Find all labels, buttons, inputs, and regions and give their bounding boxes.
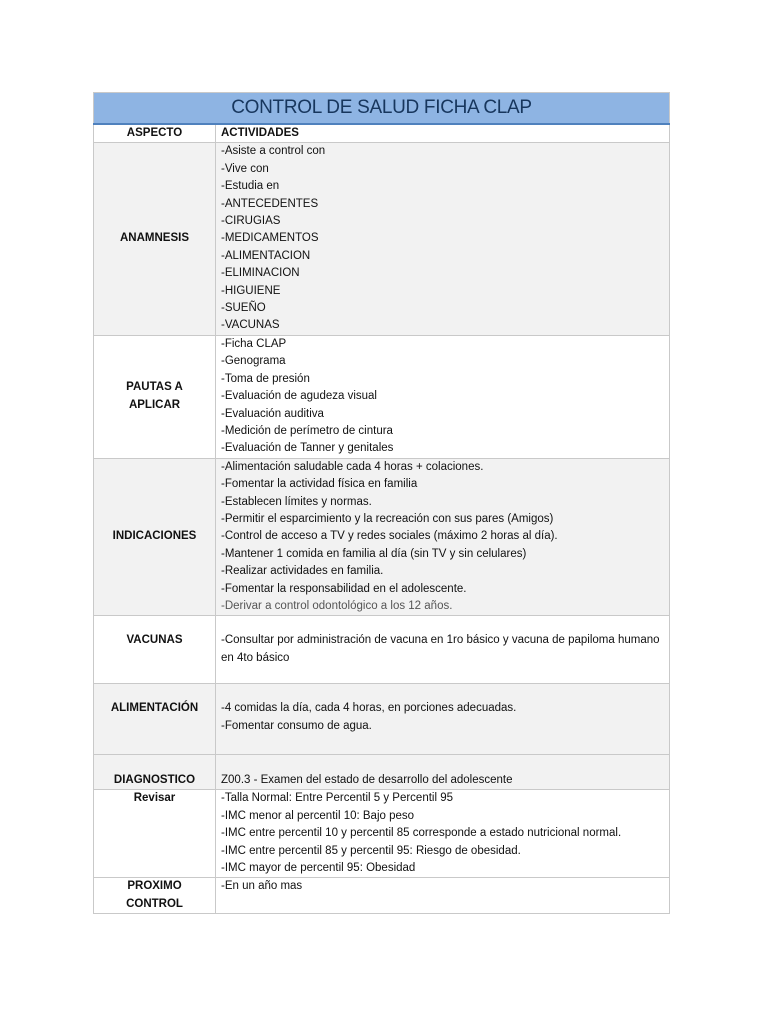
list-item: -Asiste a control con: [221, 145, 326, 158]
list-item: -Fomentar la actividad física en familia: [221, 478, 418, 491]
list-item: -ELIMINACION: [221, 267, 300, 280]
list-item: -Alimentación saludable cada 4 horas + colaciones.: [221, 460, 484, 473]
row-proximo-control: [94, 878, 670, 914]
aspect-diagnostico: DIAGNOSTICO: [94, 755, 216, 790]
header-aspect: ASPECTO: [94, 124, 216, 143]
activities-pautas: [216, 335, 670, 458]
list-item: -VACUNAS: [221, 319, 280, 332]
list-item: -Genograma: [221, 355, 286, 368]
list-item: -Fomentar la responsabilidad en el adolescente.: [221, 582, 467, 595]
row-revisar: [94, 790, 670, 878]
list-item: -4 comidas la día, cada 4 horas, en porciones adecuadas.: [221, 702, 517, 715]
aspect-pautas-line2: APLICAR: [128, 398, 181, 411]
list-item: -Mantener 1 comida en familia al día (sin TV y sin celulares): [221, 547, 527, 560]
row-anamnesis: [94, 143, 670, 335]
row-diagnostico: [94, 755, 670, 790]
activities-proximo-control: -En un año mas: [216, 878, 670, 914]
list-item: -Evaluación de Tanner y genitales: [221, 442, 394, 455]
list-item: -SUEÑO: [221, 302, 266, 315]
document-title: CONTROL DE SALUD FICHA CLAP: [94, 93, 670, 125]
list-item: -Derivar a control odontológico a los 12 años.: [221, 599, 453, 612]
vacunas-text: -Consultar por administración de vacuna en 1ro básico y vacuna de papiloma humano en 4to básico: [221, 634, 660, 664]
list-item: -Evaluación auditiva: [221, 407, 324, 420]
aspect-pautas-line1: PAUTAS A: [126, 381, 183, 394]
list-item: -Establecen límites y normas.: [221, 495, 372, 508]
activities-diagnostico: Z00.3 - Examen del estado de desarrollo del adolescente: [216, 755, 670, 790]
list-item: -IMC mayor de percentil 95: Obesidad: [221, 862, 416, 875]
list-item: -ANTECEDENTES: [221, 197, 319, 210]
list-item: -Vive con: [221, 162, 269, 175]
list-item: -Talla Normal: Entre Percentil 5 y Percentil 95: [221, 792, 454, 805]
aspect-proximo-control: [94, 878, 216, 914]
list-item: -IMC menor al percentil 10: Bajo peso: [221, 809, 415, 822]
list-item: -IMC entre percentil 85 y percentil 95: Riesgo de obesidad.: [221, 844, 521, 857]
list-item: -MEDICAMENTOS: [221, 232, 319, 245]
list-item: -Toma de presión: [221, 372, 310, 385]
header-activities: ACTIVIDADES: [216, 124, 670, 143]
activities-revisar: [216, 790, 670, 878]
aspect-pautas: [94, 335, 216, 458]
list-item: -ALIMENTACION: [221, 249, 311, 262]
activities-alimentacion: [216, 684, 670, 755]
row-pautas: [94, 335, 670, 458]
row-indicaciones: [94, 458, 670, 616]
list-item: -Ficha CLAP: [221, 337, 287, 350]
list-item: -HIGUIENE: [221, 284, 281, 297]
row-alimentacion: [94, 684, 670, 755]
list-item: -Permitir el esparcimiento y la recreación con sus pares (Amigos): [221, 512, 554, 525]
activities-indicaciones: [216, 458, 670, 616]
list-item: -Control de acceso a TV y redes sociales (máximo 2 horas al día).: [221, 530, 558, 543]
list-item: -Estudia en: [221, 180, 280, 193]
list-item: -IMC entre percentil 10 y percentil 85 corresponde a estado nutricional normal.: [221, 827, 622, 840]
aspect-vacunas: VACUNAS: [94, 616, 216, 684]
aspect-proximo-line2: CONTROL: [126, 897, 183, 910]
aspect-anamnesis: ANAMNESIS: [94, 143, 216, 335]
list-item: -Medición de perímetro de cintura: [221, 424, 393, 437]
health-control-table: [93, 92, 670, 914]
list-item: -Evaluación de agudeza visual: [221, 390, 377, 403]
aspect-proximo-line1: PROXIMO: [127, 880, 182, 893]
list-item: -CIRUGIAS: [221, 215, 281, 228]
activities-vacunas: [216, 616, 670, 684]
activities-anamnesis: [216, 143, 670, 335]
row-vacunas: [94, 616, 670, 684]
aspect-indicaciones: INDICACIONES: [94, 458, 216, 616]
list-item: -Fomentar consumo de agua.: [221, 719, 372, 732]
list-item: -Realizar actividades en familia.: [221, 565, 384, 578]
aspect-alimentacion: ALIMENTACIÓN: [94, 684, 216, 755]
table-header-row: [94, 124, 670, 143]
aspect-revisar: Revisar: [94, 790, 216, 878]
